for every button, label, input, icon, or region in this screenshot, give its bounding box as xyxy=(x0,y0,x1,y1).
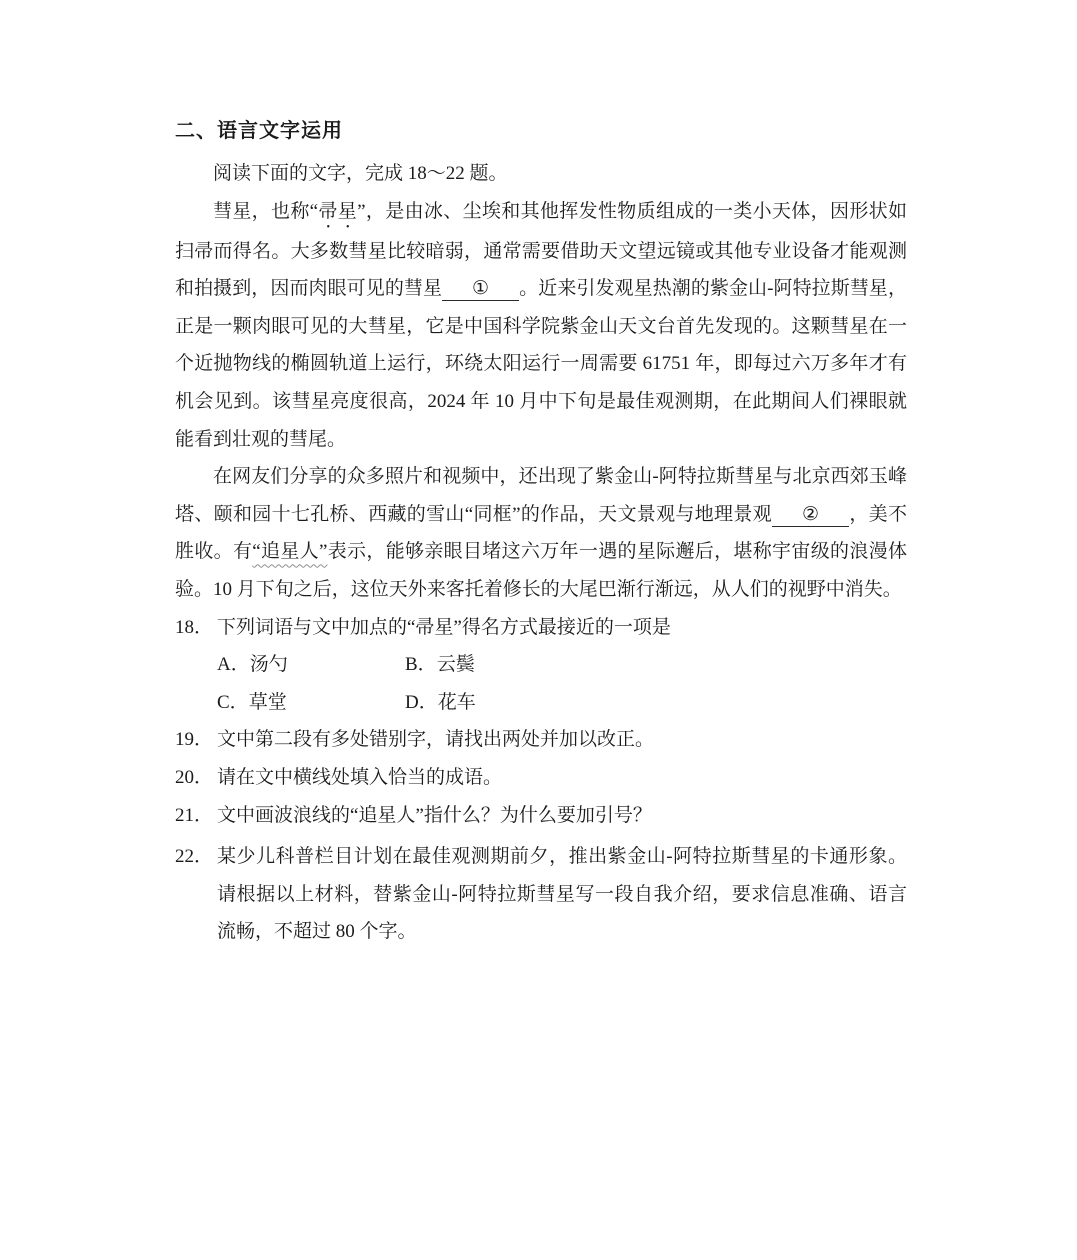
question-text: 文中第二段有多处错别字，请找出两处并加以改正。 xyxy=(217,729,655,751)
question-list xyxy=(175,609,907,951)
fill-in-blank-1 xyxy=(442,278,519,301)
option-label: A． xyxy=(217,654,250,676)
question-text: 请在文中横线处填入恰当的成语。 xyxy=(217,766,503,788)
passage-segment: ，美不胜收。有 xyxy=(175,503,907,563)
passage-intro: 阅读下面的文字，完成 18～22 题。 xyxy=(213,163,508,184)
passage-segment: 表示，能够亲眼目堵这六万年一遇的星际邂后，堪称宇宙级的浪漫体验。10 月下旬之后，这位天外来客托着修长的大尾巴渐行渐远，从人们的视野中消失。 xyxy=(175,541,907,600)
option-label: D． xyxy=(405,691,438,713)
wavy-underlined-term: “追星人” xyxy=(252,541,328,563)
passage-segment: 在网友们分享的众多照片和视频中，还出现了紫金山-阿特拉斯彗星与北京西郊玉峰塔、颐和园十七孔桥、西藏的雪山“同框”的作品，天文景观与地理景观 xyxy=(175,466,907,525)
option-label: C． xyxy=(217,691,249,713)
emphasized-term: 帚星 xyxy=(318,200,358,222)
question-20 xyxy=(175,759,907,797)
question-number: 21． xyxy=(175,804,214,826)
option-text: 云鬓 xyxy=(436,654,475,676)
question-18 xyxy=(175,609,907,722)
section-heading: 二、语言文字运用 xyxy=(175,118,343,142)
option-a xyxy=(217,646,405,684)
circled-number-1: ① xyxy=(472,278,490,300)
option-d xyxy=(405,684,907,722)
option-c xyxy=(217,684,405,722)
question-number: 20． xyxy=(175,766,214,788)
passage-segment: 。近来引发观星热潮的紫金山-阿特拉斯彗星，正是一颗肉眼可见的大彗星，它是中国科学院紫金山天文台首先发现的。这颗彗星在一个近抛物线的椭圆轨道上运行，环绕太阳运行一周需要 61751 年，即每过六万多年才有机会见到。该彗星亮度很高，2024 年 10 月中下旬是最佳观测期，在此期间人们裸眼就能看到壮观的彗尾。 xyxy=(175,278,907,450)
circled-number-2: ② xyxy=(801,503,820,525)
question-19 xyxy=(175,721,907,759)
question-text: 某少儿科普栏目计划在最佳观测期前夕，推出紫金山-阿特拉斯彗星的卡通形象。请根据以上材料，替紫金山-阿特拉斯彗星写一段自我介绍，要求信息准确、语言流畅，不超过 80 个字。 xyxy=(217,846,907,943)
question-22 xyxy=(175,838,907,951)
page-content xyxy=(175,118,907,951)
question-text: 文中画波浪线的“追星人”指什么？为什么要加引号？ xyxy=(217,804,652,826)
option-text: 草堂 xyxy=(248,691,287,713)
passage-paragraph-2 xyxy=(175,458,907,608)
passage-segment: ”，是由冰、尘埃和其他挥发性物质组成的一类小天体，因形状如扫帚而得名。大多数彗星比较暗弱，通常需要借助天文望远镜或其他专业设备才能观测和拍摄到，因而肉眼可见的彗星 xyxy=(175,200,907,300)
fill-in-blank-2 xyxy=(772,504,849,527)
option-b xyxy=(405,646,907,684)
passage-segment: 彗星，也称“ xyxy=(213,200,319,222)
question-body xyxy=(217,609,907,722)
question-number: 19． xyxy=(175,729,214,751)
option-grid xyxy=(217,646,907,721)
question-text: 下列词语与文中加点的“帚星”得名方式最接近的一项是 xyxy=(217,616,671,638)
passage-paragraph-1 xyxy=(175,193,907,459)
option-text: 花车 xyxy=(437,691,476,713)
question-number: 22． xyxy=(175,846,214,868)
option-label: B． xyxy=(405,654,437,676)
question-number: 18． xyxy=(175,616,214,638)
question-21 xyxy=(175,797,907,835)
option-text: 汤勺 xyxy=(249,654,288,676)
